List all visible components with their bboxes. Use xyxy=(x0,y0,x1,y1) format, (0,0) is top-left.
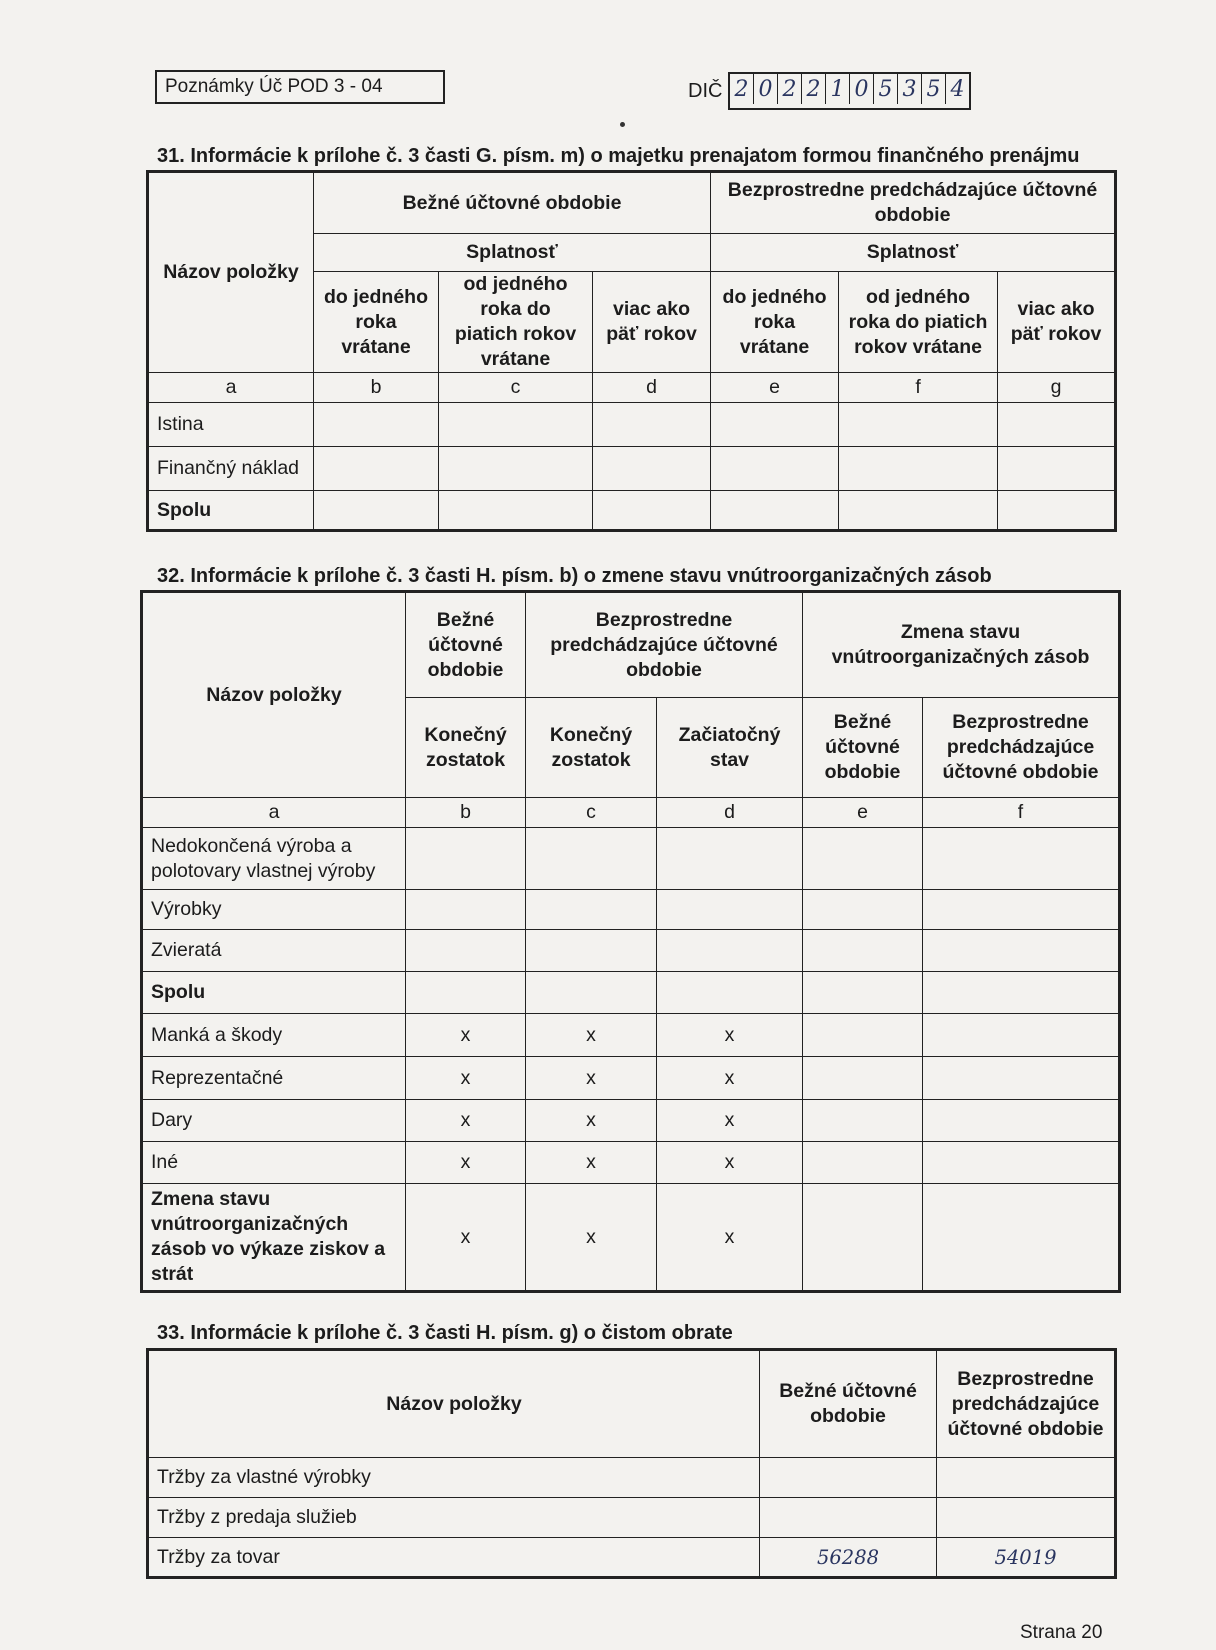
table-cell: x xyxy=(657,1100,803,1142)
col-header: Bezprostredne predchádzajúce účtovné obdobie xyxy=(923,698,1120,798)
table-cell xyxy=(711,447,839,491)
table-cell xyxy=(923,890,1120,930)
col-header: Bežné účtovné obdobie xyxy=(803,698,923,798)
table-cell: x xyxy=(526,1057,657,1100)
col-header: viac ako päť rokov xyxy=(998,272,1116,373)
row-label: Spolu xyxy=(148,491,314,531)
table-cell xyxy=(657,930,803,972)
table-cell xyxy=(923,828,1120,890)
dic-digit: 2 xyxy=(802,74,826,104)
col-letter: e xyxy=(711,373,839,403)
row-label: Reprezentačné xyxy=(142,1057,406,1100)
table-cell xyxy=(803,890,923,930)
table-cell xyxy=(526,828,657,890)
table-cell xyxy=(711,491,839,531)
col-letter: a xyxy=(148,373,314,403)
col-previous-header: Bezprostredne predchádzajúce účtovné obdobie xyxy=(937,1350,1116,1458)
col-letter: d xyxy=(593,373,711,403)
group-current-header: Bežné účtovné obdobie xyxy=(314,172,711,234)
row-label: Spolu xyxy=(142,972,406,1014)
ink-dot xyxy=(620,122,625,127)
page-number: Strana 20 xyxy=(1020,1622,1103,1643)
col-header: od jedného roka do piatich rokov vrátane xyxy=(839,272,998,373)
table-cell xyxy=(839,403,998,447)
col-letter: c xyxy=(439,373,593,403)
table-cell xyxy=(439,403,593,447)
table-cell xyxy=(839,491,998,531)
table-cell: x xyxy=(406,1100,526,1142)
group-previous-header: Bezprostredne predchádzajúce účtovné obdobie xyxy=(711,172,1116,234)
col-letter: c xyxy=(526,798,657,828)
value-current: 56288 xyxy=(760,1538,937,1578)
dic-digit: 5 xyxy=(922,74,946,104)
table-cell: x xyxy=(657,1057,803,1100)
dic-digit: 5 xyxy=(874,74,898,104)
dic-digit: 4 xyxy=(950,77,965,102)
table-cell xyxy=(803,1184,923,1292)
group-change-header: Zmena stavu vnútroorganizačných zásob xyxy=(803,592,1120,698)
table-cell xyxy=(803,828,923,890)
col-letter: f xyxy=(923,798,1120,828)
table-cell xyxy=(593,491,711,531)
table-cell xyxy=(406,930,526,972)
table-cell xyxy=(923,1057,1120,1100)
col-header: Konečný zostatok xyxy=(406,698,526,798)
table-cell xyxy=(526,890,657,930)
row-label: Finančný náklad xyxy=(148,447,314,491)
col-letter: a xyxy=(142,798,406,828)
table-cell xyxy=(923,1014,1120,1057)
dic-digit: 2 xyxy=(778,74,802,104)
row-label: Tržby za vlastné výrobky xyxy=(148,1458,760,1498)
col-header: do jedného roka vrátane xyxy=(314,272,439,373)
col-name-header: Názov položky xyxy=(148,1350,760,1458)
section32-table xyxy=(140,590,1121,1293)
table-cell xyxy=(314,447,439,491)
table-cell: x xyxy=(406,1184,526,1292)
table-cell xyxy=(923,972,1120,1014)
section31-title: 31. Informácie k prílohe č. 3 časti G. písm. m) o majetku prenajatom formou finančného prenájmu xyxy=(157,145,1080,167)
table-cell xyxy=(803,1057,923,1100)
col-header: do jedného roka vrátane xyxy=(711,272,839,373)
table-cell xyxy=(657,890,803,930)
table-cell xyxy=(657,972,803,1014)
row-label: Zmena stavu vnútroorganizačných zásob vo výkaze ziskov a strát xyxy=(142,1184,406,1292)
group-previous-header: Bezprostredne predchádzajúce účtovné obdobie xyxy=(526,592,803,698)
table-cell xyxy=(406,972,526,1014)
table-cell xyxy=(803,972,923,1014)
form-label: Poznámky Úč POD 3 - 04 xyxy=(155,70,445,104)
row-label: Manká a škody xyxy=(142,1014,406,1057)
col-letter: e xyxy=(803,798,923,828)
table-cell: x xyxy=(406,1014,526,1057)
col-name-header: Názov položky xyxy=(142,592,406,798)
row-label: Nedokončená výroba a polotovary vlastnej výroby xyxy=(142,828,406,890)
table-cell xyxy=(839,447,998,491)
table-cell xyxy=(998,447,1116,491)
value-current xyxy=(760,1498,937,1538)
dic-digit: 0 xyxy=(850,74,874,104)
table-cell xyxy=(314,491,439,531)
row-label: Tržby za tovar xyxy=(148,1538,760,1578)
table-cell: x xyxy=(657,1184,803,1292)
table-cell xyxy=(314,403,439,447)
table-cell xyxy=(657,828,803,890)
table-cell: x xyxy=(406,1057,526,1100)
table-cell: x xyxy=(526,1142,657,1184)
col-letter: g xyxy=(998,373,1116,403)
col-header: od jedného roka do piatich rokov vrátane xyxy=(439,272,593,373)
splatnost-header: Splatnosť xyxy=(314,234,711,272)
row-label: Zvieratá xyxy=(142,930,406,972)
col-name-header: Názov položky xyxy=(148,172,314,373)
table-cell xyxy=(526,972,657,1014)
table-cell xyxy=(803,930,923,972)
table-cell xyxy=(923,1184,1120,1292)
dic-digit: 2 xyxy=(730,74,754,104)
dic-digit: 0 xyxy=(754,74,778,104)
col-header: viac ako päť rokov xyxy=(593,272,711,373)
group-current-header: Bežné účtovné obdobie xyxy=(406,592,526,698)
table-cell xyxy=(593,447,711,491)
section32-title: 32. Informácie k prílohe č. 3 časti H. písm. b) o zmene stavu vnútroorganizačných zásob xyxy=(157,565,992,587)
table-cell xyxy=(439,491,593,531)
col-letter: d xyxy=(657,798,803,828)
table-cell xyxy=(803,1100,923,1142)
section31-table xyxy=(146,170,1117,532)
section33-table xyxy=(146,1348,1117,1579)
table-cell: x xyxy=(657,1014,803,1057)
section33-title: 33. Informácie k prílohe č. 3 časti H. písm. g) o čistom obrate xyxy=(157,1322,733,1344)
table-cell xyxy=(998,491,1116,531)
table-cell: x xyxy=(526,1014,657,1057)
col-current-header: Bežné účtovné obdobie xyxy=(760,1350,937,1458)
table-cell xyxy=(998,403,1116,447)
row-label: Tržby z predaja služieb xyxy=(148,1498,760,1538)
table-cell xyxy=(923,1100,1120,1142)
table-cell: x xyxy=(657,1142,803,1184)
table-cell xyxy=(593,403,711,447)
col-letter: b xyxy=(406,798,526,828)
dic-label: DIČ xyxy=(688,80,723,102)
value-previous: 54019 xyxy=(937,1538,1116,1578)
row-label: Výrobky xyxy=(142,890,406,930)
table-cell xyxy=(406,890,526,930)
table-cell xyxy=(923,930,1120,972)
value-previous xyxy=(937,1458,1116,1498)
col-letter: f xyxy=(839,373,998,403)
table-cell xyxy=(526,930,657,972)
table-cell: x xyxy=(526,1184,657,1292)
dic-digit: 3 xyxy=(898,74,922,104)
col-header: Začiatočný stav xyxy=(657,698,803,798)
splatnost-header: Splatnosť xyxy=(711,234,1116,272)
table-cell xyxy=(711,403,839,447)
value-previous xyxy=(937,1498,1116,1538)
value-current xyxy=(760,1458,937,1498)
row-label: Iné xyxy=(142,1142,406,1184)
table-cell xyxy=(803,1014,923,1057)
table-cell xyxy=(439,447,593,491)
dic-field xyxy=(728,72,971,110)
row-label: Istina xyxy=(148,403,314,447)
row-label: Dary xyxy=(142,1100,406,1142)
table-cell: x xyxy=(526,1100,657,1142)
dic-digit: 1 xyxy=(826,74,850,104)
table-cell xyxy=(406,828,526,890)
col-header: Konečný zostatok xyxy=(526,698,657,798)
table-cell: x xyxy=(406,1142,526,1184)
table-cell xyxy=(923,1142,1120,1184)
table-cell xyxy=(803,1142,923,1184)
col-letter: b xyxy=(314,373,439,403)
